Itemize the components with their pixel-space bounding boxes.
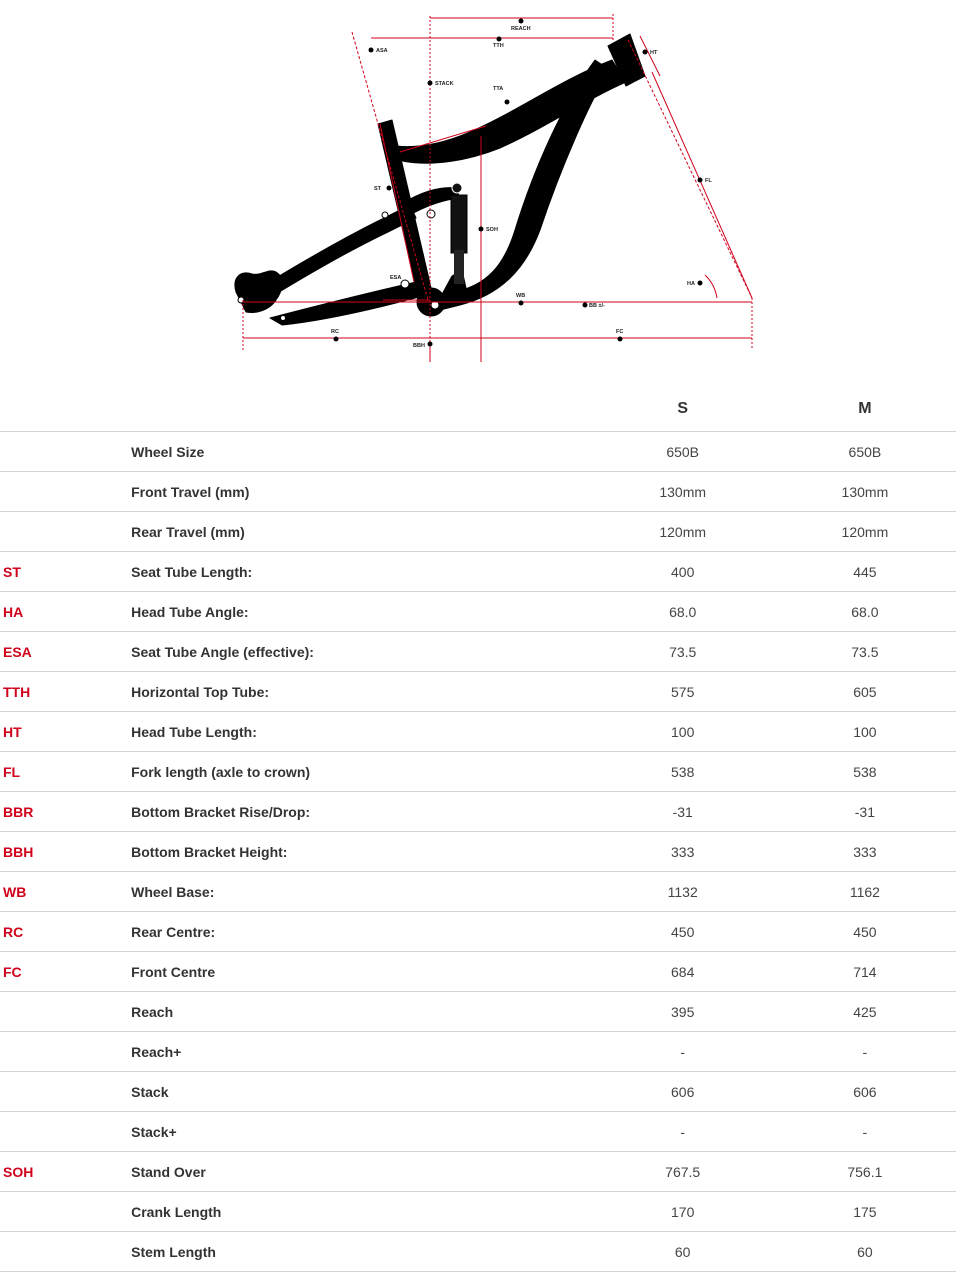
row-abbr [0, 1192, 131, 1232]
row-value-m: 333 [774, 832, 956, 872]
row-value-m: 605 [774, 672, 956, 712]
table-header-row [0, 386, 956, 432]
row-value-m: 445 [774, 552, 956, 592]
row-label: Bottom Bracket Rise/Drop: [131, 792, 591, 832]
row-abbr [0, 512, 131, 552]
table-row [0, 1152, 956, 1192]
row-abbr [0, 472, 131, 512]
table-row [0, 832, 956, 872]
row-value-m: - [774, 1032, 956, 1072]
row-abbr: BBH [0, 832, 131, 872]
row-abbr [0, 1072, 131, 1112]
row-value-m: 68.0 [774, 592, 956, 632]
row-value-m: 130mm [774, 472, 956, 512]
row-value-s: -31 [592, 792, 774, 832]
label-bbh: BBH [413, 343, 425, 349]
row-label: Bottom Bracket Height: [131, 832, 591, 872]
label-bb: BB ±/- [589, 303, 605, 309]
row-value-m: 450 [774, 912, 956, 952]
row-value-s: 606 [592, 1072, 774, 1112]
row-abbr: FL [0, 752, 131, 792]
row-abbr [0, 1032, 131, 1072]
row-label: Rear Centre: [131, 912, 591, 952]
row-label: Stack [131, 1072, 591, 1112]
row-value-s: 333 [592, 832, 774, 872]
row-value-m: 60 [774, 1232, 956, 1272]
row-value-m: - [774, 1112, 956, 1152]
row-value-m: 650B [774, 432, 956, 472]
row-label: Seat Tube Angle (effective): [131, 632, 591, 672]
table-row [0, 992, 956, 1032]
row-value-m: 606 [774, 1072, 956, 1112]
row-label: Fork length (axle to crown) [131, 752, 591, 792]
row-abbr: FC [0, 952, 131, 992]
rear-shock [451, 183, 467, 284]
row-value-s: 575 [592, 672, 774, 712]
row-abbr: ESA [0, 632, 131, 672]
table-row [0, 432, 956, 472]
row-value-s: 538 [592, 752, 774, 792]
label-reach: REACH [511, 26, 531, 32]
label-tth: TTH [493, 43, 504, 49]
table-row [0, 1032, 956, 1072]
label-wb: WB [516, 293, 526, 299]
row-abbr [0, 992, 131, 1032]
row-label: Head Tube Length: [131, 712, 591, 752]
table-row [0, 1112, 956, 1152]
row-label: Rear Travel (mm) [131, 512, 591, 552]
row-value-s: 1132 [592, 872, 774, 912]
row-value-m: 100 [774, 712, 956, 752]
row-label: Wheel Size [131, 432, 591, 472]
row-abbr: ST [0, 552, 131, 592]
table-row [0, 712, 956, 752]
table-row [0, 952, 956, 992]
row-label: Reach+ [131, 1032, 591, 1072]
table-row [0, 472, 956, 512]
row-value-s: 68.0 [592, 592, 774, 632]
row-value-m: 756.1 [774, 1152, 956, 1192]
row-label: Stack+ [131, 1112, 591, 1152]
row-label: Stand Over [131, 1152, 591, 1192]
table-row [0, 1072, 956, 1112]
row-label: Stem Length [131, 1232, 591, 1272]
header-size-s: S [592, 386, 774, 432]
header-name [131, 386, 591, 432]
row-value-s: 684 [592, 952, 774, 992]
row-value-m: 120mm [774, 512, 956, 552]
label-esa: ESA [390, 275, 402, 281]
frame-geometry-diagram [0, 0, 956, 380]
row-value-s: - [592, 1112, 774, 1152]
table-row [0, 752, 956, 792]
label-asa: ASA [376, 48, 388, 54]
label-st: ST [374, 186, 382, 192]
label-fc: FC [616, 329, 624, 335]
row-value-s: 120mm [592, 512, 774, 552]
table-row [0, 512, 956, 552]
row-label: Crank Length [131, 1192, 591, 1232]
row-label: Seat Tube Length: [131, 552, 591, 592]
geometry-table [0, 386, 956, 1272]
table-row [0, 912, 956, 952]
label-tta: TTA [493, 86, 504, 92]
row-label: Front Centre [131, 952, 591, 992]
row-value-s: 73.5 [592, 632, 774, 672]
row-value-s: 100 [592, 712, 774, 752]
table-row [0, 552, 956, 592]
table-row [0, 632, 956, 672]
row-value-m: 73.5 [774, 632, 956, 672]
row-abbr: SOH [0, 1152, 131, 1192]
row-abbr [0, 432, 131, 472]
table-row [0, 872, 956, 912]
row-label: Front Travel (mm) [131, 472, 591, 512]
table-row [0, 1232, 956, 1272]
row-value-s: 130mm [592, 472, 774, 512]
row-value-m: 425 [774, 992, 956, 1032]
row-abbr: HT [0, 712, 131, 752]
row-abbr [0, 1232, 131, 1272]
row-label: Head Tube Angle: [131, 592, 591, 632]
row-value-m: 714 [774, 952, 956, 992]
label-ha: HA [687, 281, 695, 287]
row-abbr [0, 1112, 131, 1152]
label-soh: SOH [486, 227, 498, 233]
row-label: Wheel Base: [131, 872, 591, 912]
table-row [0, 792, 956, 832]
row-value-s: 400 [592, 552, 774, 592]
row-value-m: -31 [774, 792, 956, 832]
header-abbr [0, 386, 131, 432]
label-rc: RC [331, 329, 339, 335]
table-row [0, 1192, 956, 1232]
row-value-m: 175 [774, 1192, 956, 1232]
row-abbr: HA [0, 592, 131, 632]
row-abbr: RC [0, 912, 131, 952]
label-ht: HT [650, 50, 658, 56]
row-value-m: 1162 [774, 872, 956, 912]
table-row [0, 592, 956, 632]
row-label: Horizontal Top Tube: [131, 672, 591, 712]
row-value-s: 60 [592, 1232, 774, 1272]
row-value-s: 650B [592, 432, 774, 472]
row-abbr: BBR [0, 792, 131, 832]
table-row [0, 672, 956, 712]
row-label: Reach [131, 992, 591, 1032]
label-fl: FL [705, 178, 712, 184]
row-value-m: 538 [774, 752, 956, 792]
row-abbr: TTH [0, 672, 131, 712]
geometry-svg [0, 0, 956, 380]
table-body [0, 432, 956, 1272]
row-value-s: 450 [592, 912, 774, 952]
header-size-m: M [774, 386, 956, 432]
row-value-s: 395 [592, 992, 774, 1032]
row-value-s: 170 [592, 1192, 774, 1232]
row-value-s: 767.5 [592, 1152, 774, 1192]
row-value-s: - [592, 1032, 774, 1072]
row-abbr: WB [0, 872, 131, 912]
bike-frame [235, 34, 645, 325]
label-stack: STACK [435, 81, 454, 87]
